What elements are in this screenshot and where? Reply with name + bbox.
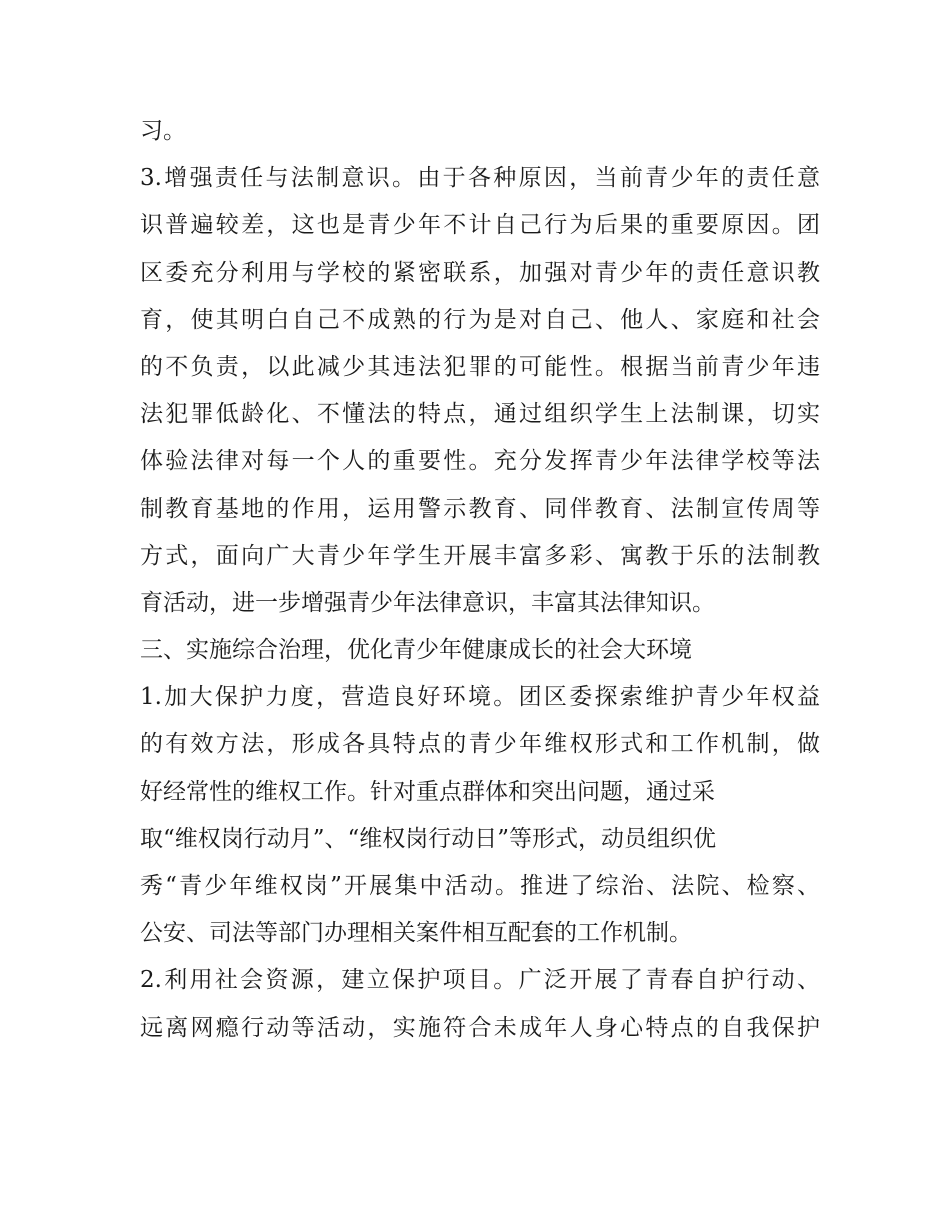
text-line: 秀“青少年维权岗”开展集中活动。推进了综治、法院、检察、 [140, 873, 820, 899]
text-line: 的不负责，以此减少其违法犯罪的可能性。根据当前青少年违 [140, 353, 820, 380]
text-line: 制教育基地的作用，运用警示教育、同伴教育、法制宣传周等 [140, 495, 820, 522]
text-line: 公安、司法等部门办理相关案件相互配套的工作机制。 [140, 920, 692, 947]
text-line: 区委充分利用与学校的紧密联系，加强对青少年的责任意识教 [140, 259, 820, 286]
text-line: 习。 [140, 118, 186, 144]
text-line: 育，使其明白自己不成熟的行为是对自己、他人、家庭和社会 [140, 306, 820, 333]
text-line: 育活动，进一步增强青少年法律意识，丰富其法律知识。 [140, 589, 715, 616]
text-line: 3.增强责任与法制意识。由于各种原因，当前青少年的责任意 [140, 165, 820, 192]
body-text [140, 108, 820, 1052]
text-line: 1.加大保护力度，营造良好环境。团区委探索维护青少年权益 [140, 684, 820, 711]
text-line: 法犯罪低龄化、不懂法的特点，通过组织学生上法制课，切实 [140, 401, 820, 428]
section-heading: 三、实施综合治理，优化青少年健康成长的社会大环境 [140, 637, 692, 664]
text-line: 远离网瘾行动等活动，实施符合未成年人身心特点的自我保护 [140, 1014, 820, 1041]
text-line: 取“维权岗行动月”、“维权岗行动日”等形式，动员组织优 [140, 825, 717, 852]
text-line: 体验法律对每一个人的重要性。充分发挥青少年法律学校等法 [140, 448, 820, 475]
text-line: 方式，面向广大青少年学生开展丰富多彩、寓教于乐的法制教 [140, 542, 820, 569]
text-line: 2.利用社会资源，建立保护项目。广泛开展了青春自护行动、 [140, 967, 820, 994]
text-line: 识普遍较差，这也是青少年不计自己行为后果的重要原因。团 [140, 212, 820, 239]
text-line: 好经常性的维权工作。针对重点群体和突出问题，通过采 [140, 778, 715, 805]
text-line: 的有效方法，形成各具特点的青少年维权形式和工作机制，做 [140, 731, 820, 758]
